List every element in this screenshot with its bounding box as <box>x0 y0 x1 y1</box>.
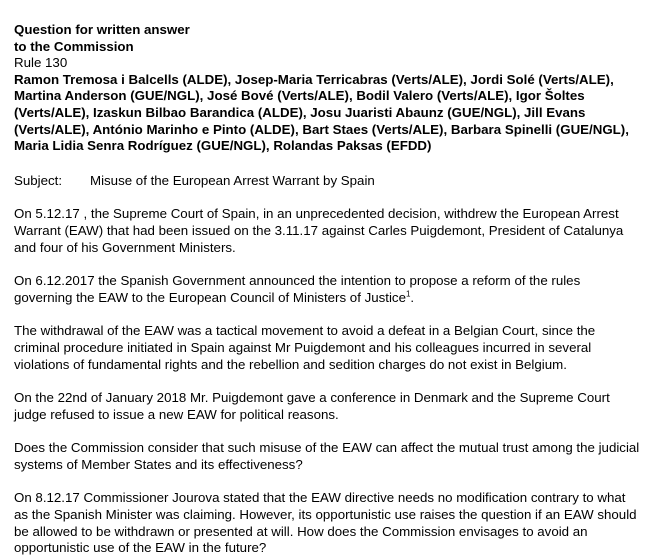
paragraph-2 <box>14 273 642 306</box>
document <box>14 22 642 557</box>
paragraph-5: Does the Commission consider that such misuse of the EAW can affect the mutual trust among the judicial systems of Member States and its effectiveness? <box>14 440 640 472</box>
rule-number: Rule 130 <box>14 55 68 71</box>
subject-line <box>14 173 642 190</box>
author-list: Ramon Tremosa i Balcells (ALDE), Josep-Maria Terricabras (Verts/ALE), Jordi Solé (Verts/ALE), Martina Anderson (GUE/NGL), José Bové (Verts/ALE), Bodil Valero (Verts/ALE), Igor Šoltes (Verts/ALE), Izaskun Bilbao Barandica (ALDE), Josu Juaristi Abaunz (GUE/NGL), Jill Evans (Verts/ALE), António Marinho e Pinto (ALDE), Bart Staes (Verts/ALE), Barbara Spinelli (GUE/NGL), Maria Lidia Senra Rodríguez (GUE/NGL), Rolandas Paksas (EFDD) <box>14 71 629 154</box>
paragraph-4: On the 22nd of January 2018 Mr. Puigdemont gave a conference in Denmark and the Supreme Court judge refused to issue a new EAW for political reasons. <box>14 390 610 422</box>
footnote-marker: 1 <box>405 289 411 299</box>
paragraph-2-text: On 6.12.2017 the Spanish Government announced the intention to propose a reform of the rules governing the EAW to the European Council of Ministers of Justice <box>14 273 581 305</box>
question-header <box>14 22 642 155</box>
paragraph-6: On 8.12.17 Commissioner Jourova stated that the EAW directive needs no modification contrary to what as the Spanish Minister was claiming. However, its opportunistic use raises the question if an EAW should be allowed to be withdrawn or presented at will. How does the Commission envisages to avoid an opportunistic use of the EAW in the future? <box>14 490 637 556</box>
subject-label: Subject: <box>14 172 63 188</box>
document-title: Question for written answer <box>14 22 190 37</box>
paragraph-1: On 5.12.17 , the Supreme Court of Spain, in an unprecedented decision, withdrew the European Arrest Warrant (EAW) that had been issued on the 3.11.17 against Carles Puigdemont, President of Catalunya and four of his Government Ministers. <box>14 206 624 255</box>
paragraph-3: The withdrawal of the EAW was a tactical movement to avoid a defeat in a Belgian Court, since the criminal procedure initiated in Spain against Mr Puigdemont and his colleagues incurred in several violations of fundamental rights and the rebellion and sedition charges do not exist in Belgium. <box>14 323 596 372</box>
document-recipient: to the Commission <box>14 38 134 54</box>
paragraph-2-end: . <box>410 289 415 305</box>
subject-text: Misuse of the European Arrest Warrant by Spain <box>90 172 375 188</box>
